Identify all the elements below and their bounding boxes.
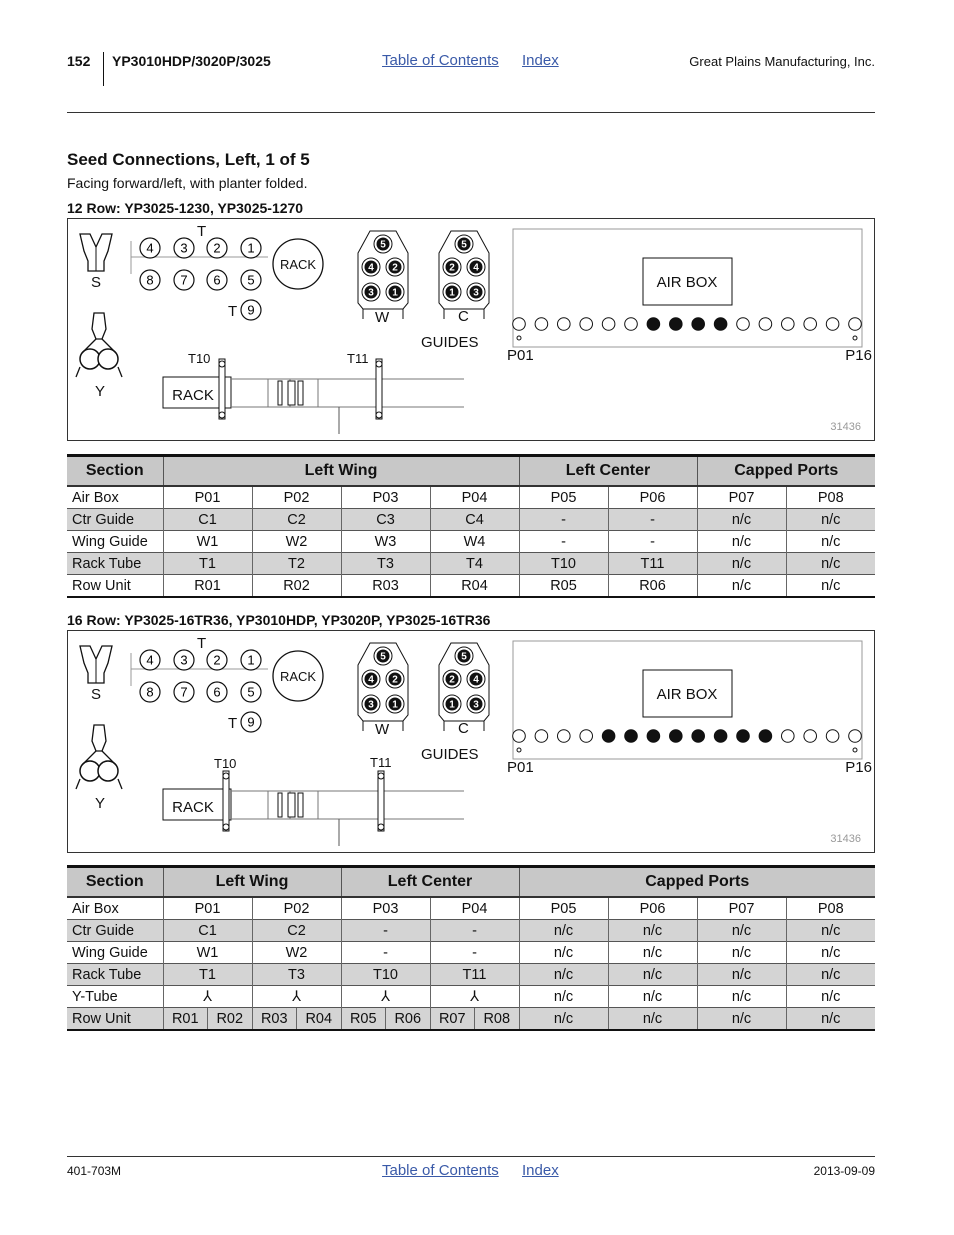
table-cell: n/c <box>697 575 786 598</box>
table-cell: C2 <box>252 920 341 942</box>
c-guide-label: C <box>458 308 469 325</box>
t10-label: T10 <box>188 351 211 366</box>
guide-port-number: 5 <box>380 651 386 663</box>
guide-port-number: 4 <box>473 674 479 686</box>
air-box-port <box>759 318 772 331</box>
table-cell: T3 <box>341 553 430 575</box>
air-box-port <box>558 318 571 331</box>
guides-label: GUIDES <box>421 334 479 351</box>
table-cell: - <box>341 920 430 942</box>
table-cell: R05 <box>519 575 608 598</box>
table-cell: - <box>430 942 519 964</box>
table-cell: - <box>608 531 697 553</box>
c-guide-label: C <box>458 720 469 737</box>
port-number: 6 <box>213 684 221 700</box>
guide-port-number: 5 <box>461 239 467 251</box>
table-cell: n/c <box>786 986 875 1008</box>
header-left-center: Left Center <box>341 867 519 898</box>
row-label: Row Unit <box>67 1008 163 1031</box>
port-number: 4 <box>146 652 154 668</box>
table-cell: W2 <box>252 531 341 553</box>
table-cell: R02 <box>207 1008 252 1029</box>
table-row <box>67 920 875 942</box>
table-cell: R01 <box>163 575 252 598</box>
air-box-port <box>513 730 526 743</box>
air-box-port <box>826 730 839 743</box>
section-heading-16-row: 16 Row: YP3025-16TR36, YP3010HDP, YP3020P, YP3025-16TR36 <box>67 612 491 628</box>
port-number: 2 <box>213 652 221 668</box>
table-cell: n/c <box>786 553 875 575</box>
air-box-port <box>804 318 817 331</box>
t9-label: T <box>228 303 238 320</box>
air-box-port <box>558 730 571 743</box>
connection-table-12-row <box>67 454 875 598</box>
row-label: Wing Guide <box>67 942 163 964</box>
table-cell: W2 <box>252 942 341 964</box>
s-label: S <box>91 274 102 291</box>
w-guide-label: W <box>375 721 390 738</box>
port-number: 5 <box>247 684 255 700</box>
port-number: 1 <box>247 240 255 256</box>
y-tube-top-icon <box>92 725 106 751</box>
guide-port-number: 5 <box>461 651 467 663</box>
table-cell: - <box>608 509 697 531</box>
w-guide-label: W <box>375 309 390 326</box>
header-capped-ports: Capped Ports <box>519 867 875 898</box>
row-label: Ctr Guide <box>67 920 163 942</box>
table-cell: n/c <box>786 920 875 942</box>
table-cell: R04 <box>430 575 519 598</box>
table-cell: P06 <box>608 486 697 509</box>
table-cell: R08 <box>474 1008 519 1029</box>
air-box-bolt <box>517 748 521 752</box>
table-cell: C1 <box>163 920 252 942</box>
table-cell: - <box>341 942 430 964</box>
table-cell: n/c <box>697 531 786 553</box>
section-heading-12-row: 12 Row: YP3025-1230, YP3025-1270 <box>67 200 304 216</box>
table-cell: n/c <box>608 1008 697 1031</box>
air-box-port <box>580 318 593 331</box>
table-cell: ⅄ <box>341 986 430 1008</box>
table-cell: R06 <box>608 575 697 598</box>
table-cell: T10 <box>341 964 430 986</box>
rack-tube-pin-hole <box>223 824 229 830</box>
rack-bottom-tube <box>231 379 464 407</box>
rack-bottom-label: RACK <box>172 387 214 404</box>
footer-index-link[interactable]: Index <box>522 1162 559 1179</box>
air-box-port <box>782 730 795 743</box>
s-label: S <box>91 686 102 703</box>
diagram-svg <box>68 631 874 852</box>
table-cell: P04 <box>430 897 519 920</box>
rack-tube-pin-hole <box>378 773 384 779</box>
air-box-label: AIR BOX <box>656 274 718 291</box>
table-cell: n/c <box>519 1008 608 1031</box>
y-label: Y <box>95 383 106 400</box>
table-cell: P05 <box>519 486 608 509</box>
table-cell: T1 <box>163 553 252 575</box>
table-cell-split <box>163 1008 252 1031</box>
rack-tube-pin <box>223 771 229 831</box>
page-title: Seed Connections, Left, 1 of 5 <box>67 150 310 169</box>
t11-label: T11 <box>370 755 392 770</box>
table-row <box>67 509 875 531</box>
table-cell: P03 <box>341 897 430 920</box>
t9-label: T <box>228 715 238 732</box>
table-cell: n/c <box>697 509 786 531</box>
diagram-svg <box>68 219 874 440</box>
rack-label: RACK <box>279 257 317 272</box>
table-cell: P06 <box>608 897 697 920</box>
header-section: Section <box>67 456 163 487</box>
table-cell: T11 <box>430 964 519 986</box>
table-cell: n/c <box>786 964 875 986</box>
port-number: 4 <box>146 240 154 256</box>
guide-port-number: 4 <box>368 674 374 686</box>
guide-port-number: 2 <box>392 674 398 686</box>
air-box-port <box>580 730 593 743</box>
row-label: Y-Tube <box>67 986 163 1008</box>
air-box-port <box>849 730 862 743</box>
rack-bolt <box>298 793 303 817</box>
rack-label: RACK <box>279 669 317 684</box>
rack-tube-pin <box>378 771 384 831</box>
air-box-port <box>513 318 526 331</box>
port-number: 8 <box>146 684 154 700</box>
document-code: 401-703M <box>67 1164 122 1178</box>
table-row <box>67 575 875 598</box>
air-box-port <box>625 730 638 743</box>
guide-port-number: 2 <box>392 262 398 274</box>
row-label: Wing Guide <box>67 531 163 553</box>
port-number: 9 <box>247 302 255 318</box>
rack-bolt <box>288 381 295 405</box>
guide-port-number: 5 <box>380 239 386 251</box>
air-box-bolt <box>517 336 521 340</box>
table-cell: n/c <box>697 964 786 986</box>
t10-label: T10 <box>214 756 237 771</box>
footer-rule <box>67 1156 875 1157</box>
table-cell: R01 <box>171 1010 199 1027</box>
air-box-port <box>692 318 705 331</box>
table-cell: n/c <box>786 509 875 531</box>
seed-diagram-16-row <box>67 630 875 853</box>
air-box-port <box>714 730 727 743</box>
air-box-port <box>692 730 705 743</box>
company-name: Great Plains Manufacturing, Inc. <box>689 54 875 69</box>
index-link[interactable]: Index <box>522 52 559 69</box>
table-cell: ⅄ <box>252 986 341 1008</box>
guide-port-number: 1 <box>449 699 455 711</box>
table-row <box>67 897 875 920</box>
rack-tube-pin-hole <box>376 361 382 367</box>
toc-link[interactable]: Table of Contents <box>382 52 499 69</box>
table-cell: n/c <box>519 920 608 942</box>
table-cell: P08 <box>786 486 875 509</box>
table-cell: P01 <box>163 486 252 509</box>
table-cell: n/c <box>697 920 786 942</box>
rack-bolt <box>278 381 282 405</box>
table-cell: T2 <box>252 553 341 575</box>
guides-label: GUIDES <box>421 746 479 763</box>
guide-port-number: 2 <box>449 262 455 274</box>
table-cell: W4 <box>430 531 519 553</box>
air-box-bolt <box>853 336 857 340</box>
table-cell: C3 <box>341 509 430 531</box>
table-cell: - <box>519 509 608 531</box>
p01-label: P01 <box>507 347 534 364</box>
rack-bolt <box>298 381 303 405</box>
y-label: Y <box>95 795 106 812</box>
table-cell: T1 <box>163 964 252 986</box>
header-left-wing: Left Wing <box>163 867 341 898</box>
rack-bolt <box>288 793 295 817</box>
seed-diagram-12-row <box>67 218 875 441</box>
port-number: 7 <box>180 272 188 288</box>
table-cell: n/c <box>608 920 697 942</box>
table-row <box>67 531 875 553</box>
table-row <box>67 553 875 575</box>
table-cell: n/c <box>697 553 786 575</box>
rack-bottom-tube <box>231 791 464 819</box>
port-number: 7 <box>180 684 188 700</box>
table-cell: T4 <box>430 553 519 575</box>
table-cell: P01 <box>163 897 252 920</box>
header-rule <box>67 112 875 113</box>
air-box-port <box>602 730 615 743</box>
table-cell: R06 <box>385 1008 430 1029</box>
port-number: 2 <box>213 240 221 256</box>
header-left-wing: Left Wing <box>163 456 519 487</box>
table-cell-split <box>252 1008 341 1031</box>
table-cell: n/c <box>608 942 697 964</box>
table-cell: R03 <box>341 575 430 598</box>
port-number: 6 <box>213 272 221 288</box>
table-cell: n/c <box>786 942 875 964</box>
air-box-port <box>782 318 795 331</box>
air-box-port <box>759 730 772 743</box>
table-cell: n/c <box>519 964 608 986</box>
table-cell: ⅄ <box>163 986 252 1008</box>
air-box-port <box>849 318 862 331</box>
table-cell: T11 <box>608 553 697 575</box>
table-row <box>67 942 875 964</box>
table-row <box>67 964 875 986</box>
table-cell: P02 <box>252 486 341 509</box>
table-cell: W3 <box>341 531 430 553</box>
table-cell: W1 <box>163 531 252 553</box>
rack-tube-pin-hole <box>378 824 384 830</box>
guide-port-number: 3 <box>473 699 479 711</box>
table-row <box>67 986 875 1008</box>
port-number: 5 <box>247 272 255 288</box>
table-cell: R03 <box>260 1010 288 1027</box>
table-cell: P08 <box>786 897 875 920</box>
table-cell: W1 <box>163 942 252 964</box>
y-tube-leg <box>76 367 122 377</box>
guide-port-number: 4 <box>473 262 479 274</box>
row-label: Rack Tube <box>67 553 163 575</box>
air-box-port <box>647 318 660 331</box>
air-box-port <box>670 318 683 331</box>
table-cell: P04 <box>430 486 519 509</box>
model-title: YP3010HDP/3020P/3025 <box>112 53 271 69</box>
guide-port-number: 1 <box>449 287 455 299</box>
table-cell: n/c <box>608 986 697 1008</box>
table-cell: C2 <box>252 509 341 531</box>
guide-port-number: 3 <box>473 287 479 299</box>
table-cell: n/c <box>697 942 786 964</box>
table-cell: P03 <box>341 486 430 509</box>
figure-number: 31436 <box>830 833 861 845</box>
rack-tube-pin <box>219 359 225 419</box>
air-box-port <box>535 318 548 331</box>
rack-tube-pin-hole <box>223 773 229 779</box>
air-box-label: AIR BOX <box>656 686 718 703</box>
table-cell: n/c <box>697 1008 786 1031</box>
page-number: 152 <box>67 53 91 69</box>
guide-port-number: 2 <box>449 674 455 686</box>
air-box-port <box>625 318 638 331</box>
rack-tube-pin <box>376 359 382 419</box>
air-box-port <box>535 730 548 743</box>
table-cell: T3 <box>252 964 341 986</box>
t-label: T <box>197 223 207 240</box>
table-cell: - <box>519 531 608 553</box>
table-cell: n/c <box>786 1008 875 1031</box>
rack-tube-pin-hole <box>219 361 225 367</box>
table-cell: R04 <box>296 1008 341 1029</box>
air-box-port <box>826 318 839 331</box>
table-row <box>67 486 875 509</box>
rack-tube-pin-hole <box>219 412 225 418</box>
port-number: 9 <box>247 714 255 730</box>
table-cell: R05 <box>349 1010 377 1027</box>
guide-port-number: 4 <box>368 262 374 274</box>
table-cell: C4 <box>430 509 519 531</box>
table-cell: T10 <box>519 553 608 575</box>
t-label: T <box>197 635 207 652</box>
port-number: 1 <box>247 652 255 668</box>
table-cell-split <box>341 1008 430 1031</box>
connection-table-16-row <box>67 865 875 1031</box>
air-box-port <box>737 318 750 331</box>
table-cell: ⅄ <box>430 986 519 1008</box>
table-cell-split <box>430 1008 519 1031</box>
guide-port-number: 3 <box>368 699 374 711</box>
air-box-port <box>602 318 615 331</box>
y-tube-top-icon <box>92 313 106 339</box>
row-label: Row Unit <box>67 575 163 598</box>
air-box-port <box>737 730 750 743</box>
row-label: Air Box <box>67 897 163 920</box>
table-cell: n/c <box>697 986 786 1008</box>
air-box-port <box>714 318 727 331</box>
p16-label: P16 <box>845 759 872 776</box>
publication-date: 2013-09-09 <box>813 1164 875 1178</box>
table-cell: P02 <box>252 897 341 920</box>
footer-toc-link[interactable]: Table of Contents <box>382 1162 499 1179</box>
p16-label: P16 <box>845 347 872 364</box>
guide-port-number: 1 <box>392 287 398 299</box>
row-label: Air Box <box>67 486 163 509</box>
port-number: 8 <box>146 272 154 288</box>
table-cell: P05 <box>519 897 608 920</box>
table-cell: - <box>430 920 519 942</box>
table-cell: n/c <box>786 531 875 553</box>
port-number: 3 <box>180 240 188 256</box>
air-box-port <box>670 730 683 743</box>
page-subtitle: Facing forward/left, with planter folded. <box>67 175 308 191</box>
row-label: Rack Tube <box>67 964 163 986</box>
header-section: Section <box>67 867 163 898</box>
row-label: Ctr Guide <box>67 509 163 531</box>
y-tube-leg <box>76 779 122 789</box>
port-number: 3 <box>180 652 188 668</box>
air-box-bolt <box>853 748 857 752</box>
table-cell: R07 <box>438 1010 466 1027</box>
guide-port-number: 1 <box>392 699 398 711</box>
figure-number: 31436 <box>830 421 861 433</box>
p01-label: P01 <box>507 759 534 776</box>
table-cell: P07 <box>697 897 786 920</box>
table-cell: n/c <box>519 942 608 964</box>
air-box-port <box>647 730 660 743</box>
rack-bolt <box>278 793 282 817</box>
table-cell: R02 <box>252 575 341 598</box>
table-cell: n/c <box>786 575 875 598</box>
rack-tube-pin-hole <box>376 412 382 418</box>
table-cell: n/c <box>608 964 697 986</box>
table-cell: P07 <box>697 486 786 509</box>
header-divider <box>103 52 104 86</box>
header-capped-ports: Capped Ports <box>697 456 875 487</box>
table-cell: C1 <box>163 509 252 531</box>
air-box-port <box>804 730 817 743</box>
t11-label: T11 <box>347 351 369 366</box>
table-cell: n/c <box>519 986 608 1008</box>
header-left-center: Left Center <box>519 456 697 487</box>
rack-bottom-label: RACK <box>172 799 214 816</box>
table-row <box>67 1008 875 1031</box>
guide-port-number: 3 <box>368 287 374 299</box>
